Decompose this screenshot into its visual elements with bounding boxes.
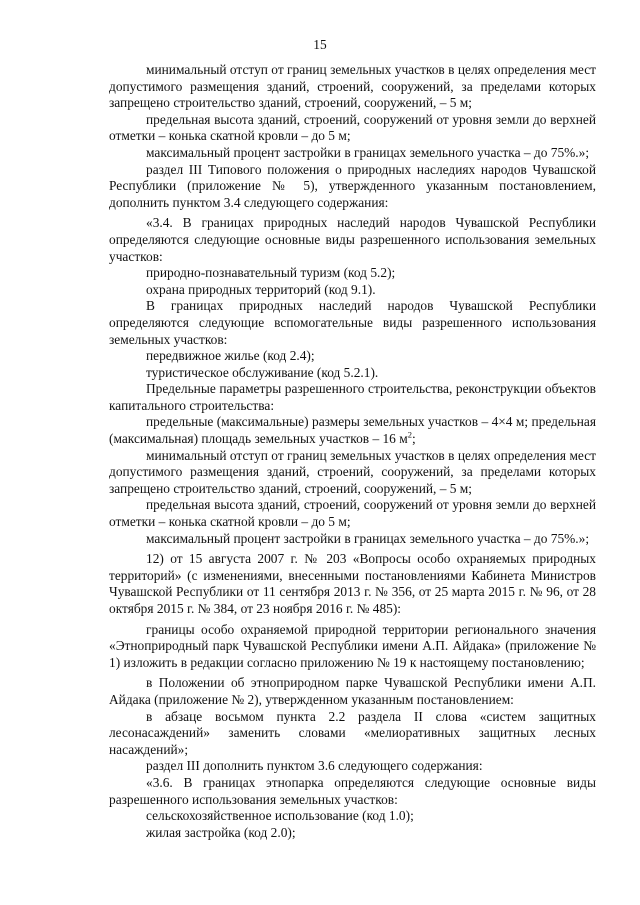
paragraph <box>109 365 596 382</box>
paragraph <box>109 808 596 825</box>
paragraph-text: раздел III Типового положения о природных наследиях народов Чувашской Республики (приложение № 5), утвержденного указанным постановлением, дополнить пунктом 3.4 следующего содержания: <box>109 161 596 210</box>
paragraph <box>109 282 596 299</box>
paragraph <box>109 448 596 498</box>
paragraph-text: максимальный процент застройки в границах земельного участка – до 75%.»; <box>146 530 590 546</box>
document-body <box>109 62 596 841</box>
paragraph-text: сельскохозяйственное использование (код 1.0); <box>146 808 414 824</box>
paragraph-text: «3.6. В границах этнопарка определяются следующие основные виды разрешенного использования земельных участков: <box>109 774 596 807</box>
paragraph-text: туристическое обслуживание (код 5.2.1). <box>146 364 379 380</box>
paragraph-text: в абзаце восьмом пункта 2.2 раздела II слова «систем защитных лесонасаждений» заменить словами «мелиоративных защитных лесных насаждений»; <box>109 708 596 757</box>
paragraph-text: «3.4. В границах природных наследий народов Чувашской Республики определяются следующие основные виды разрешенного использования земельных участков: <box>109 215 596 264</box>
paragraph-text: предельные (максимальные) размеры земельных участков – 4×4 м; предельная (максимальная) площадь земельных участков – 16 м <box>109 414 596 447</box>
paragraph-text: передвижное жилье (код 2.4); <box>146 348 315 364</box>
paragraph-text: минимальный отступ от границ земельных участков в целях определения мест допустимого размещения зданий, строений, сооружений, за пределами которых запрещено строительство зданий, строений, сооружений, – 5 м; <box>109 62 596 111</box>
superscript: 2 <box>407 429 412 440</box>
paragraph-text: в Положении об этноприродном парке Чувашской Республики имени А.П. Айдака (приложение № 2), утвержденном указанным постановлением: <box>109 675 596 707</box>
paragraph <box>109 622 596 672</box>
paragraph-text: 12) от 15 августа 2007 г. № 203 «Вопросы особо охраняемых природных территорий» (с изменениями, внесенными постановлениями Кабинета Министров Чувашской Республики от 11 сентября 2013 г. № 356, от 25 марта 2015 г. № 96, от 28 октября 2015 г. № 384, от 23 ноября 2016 г. № 485): <box>109 551 596 616</box>
paragraph <box>109 758 596 775</box>
paragraph <box>109 775 596 808</box>
paragraph <box>109 162 596 212</box>
page-number: 15 <box>313 37 327 52</box>
paragraph-text: предельная высота зданий, строений, сооружений от уровня земли до верхней отметки – конька скатной кровли – до 5 м; <box>109 111 596 144</box>
paragraph <box>109 825 596 842</box>
paragraph-text: В границах природных наследий народов Чувашской Республики определяются следующие вспомогательные виды разрешенного использования земельных участков: <box>109 298 596 347</box>
paragraph <box>109 531 596 548</box>
paragraph-text: охрана природных территорий (код 9.1). <box>146 281 376 297</box>
paragraph <box>109 62 596 112</box>
paragraph <box>109 414 596 447</box>
paragraph-text: раздел III дополнить пунктом 3.6 следующего содержания: <box>146 758 483 774</box>
paragraph-text: предельная высота зданий, строений, сооружений от уровня земли до верхней отметки – конька скатной кровли – до 5 м; <box>109 497 596 530</box>
paragraph-text: жилая застройка (код 2.0); <box>146 824 296 840</box>
paragraph <box>109 298 596 348</box>
paragraph <box>109 675 596 708</box>
paragraph <box>109 265 596 282</box>
paragraph-tail: ; <box>411 431 416 447</box>
paragraph <box>109 551 596 617</box>
paragraph <box>109 215 596 265</box>
paragraph <box>109 497 596 530</box>
paragraph <box>109 348 596 365</box>
paragraph-text: природно-познавательный туризм (код 5.2); <box>146 265 396 281</box>
paragraph-text: максимальный процент застройки в границах земельного участка – до 75%.»; <box>146 144 590 160</box>
paragraph <box>109 112 596 145</box>
paragraph-text: Предельные параметры разрешенного строительства, реконструкции объектов капитального строительства: <box>109 381 596 413</box>
paragraph <box>109 145 596 162</box>
paragraph <box>109 381 596 414</box>
paragraph <box>109 709 596 759</box>
paragraph-text: минимальный отступ от границ земельных участков в целях определения мест допустимого размещения зданий, строений, сооружений, за пределами которых запрещено строительство зданий, строений, сооружений, – 5 м; <box>109 447 596 496</box>
paragraph-text: границы особо охраняемой природной территории регионального значения «Этноприродный парк Чувашской Республики имени А.П. Айдака» (приложение № 1) изложить в редакции согласно приложению № 19 к настоящему постановлению; <box>109 621 596 670</box>
